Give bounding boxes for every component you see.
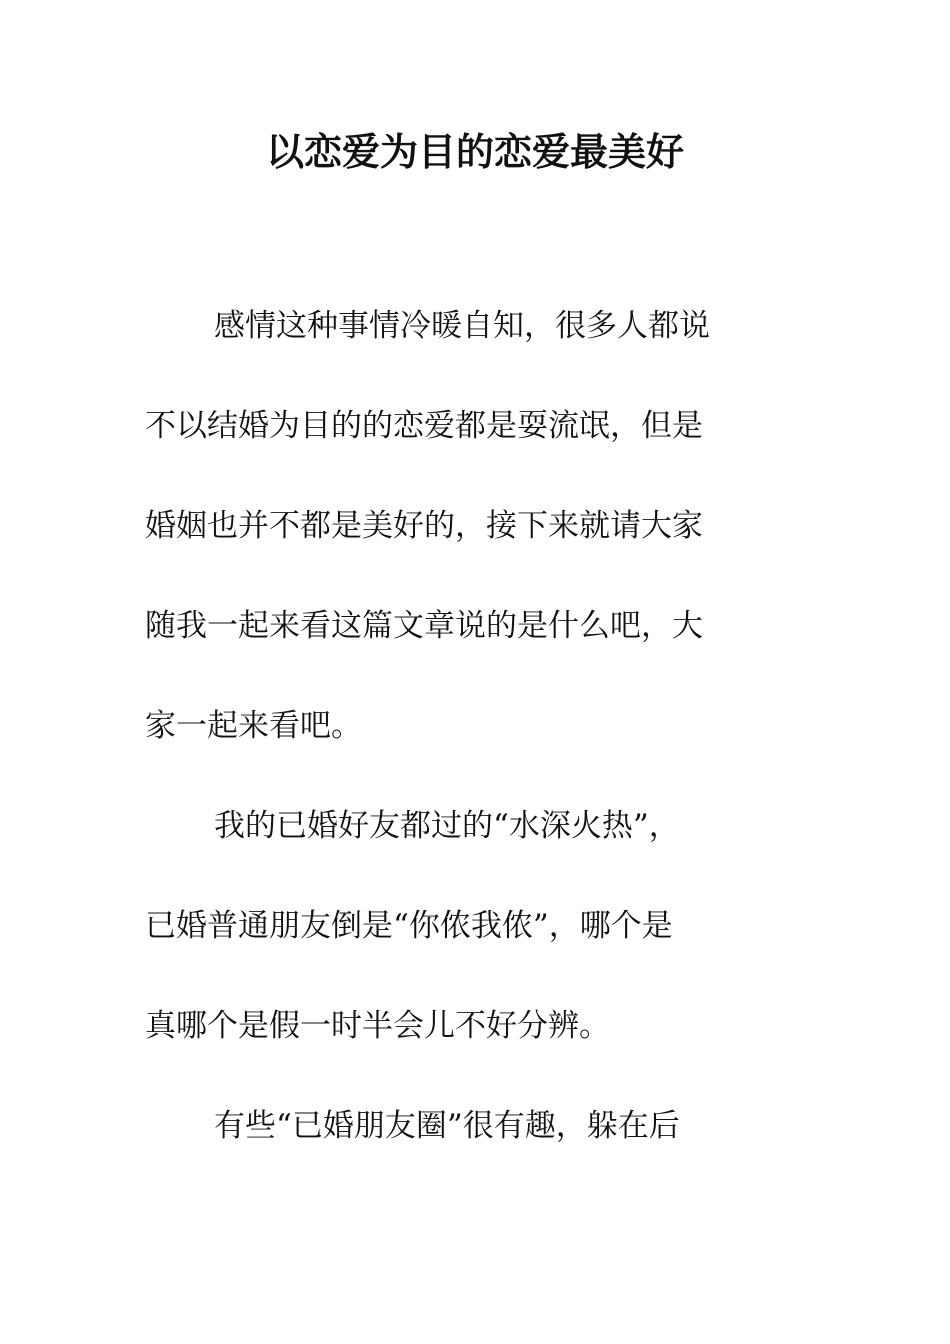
paragraph-line: 随我一起来看这篇文章说的是什么吧，大 <box>145 608 703 644</box>
document-title: 以恋爱为目的恋爱最美好 <box>265 130 684 174</box>
paragraph-line: 不以结婚为目的的恋爱都是耍流氓，但是 <box>145 408 703 444</box>
paragraph-line: 真哪个是假一时半会儿不好分辨。 <box>145 1008 610 1044</box>
paragraph-line: 已婚普通朋友倒是“你侬我侬”，哪个是 <box>145 908 673 944</box>
paragraph-line: 感情这种事情冷暖自知，很多人都说 <box>214 308 710 344</box>
paragraph-line: 有些“已婚朋友圈”很有趣，躲在后 <box>214 1108 680 1144</box>
paragraph-line: 婚姻也并不都是美好的，接下来就请大家 <box>145 508 703 544</box>
paragraph-line: 家一起来看吧。 <box>145 708 362 744</box>
paragraph-line: 我的已婚好友都过的“水深火热”， <box>214 808 680 844</box>
